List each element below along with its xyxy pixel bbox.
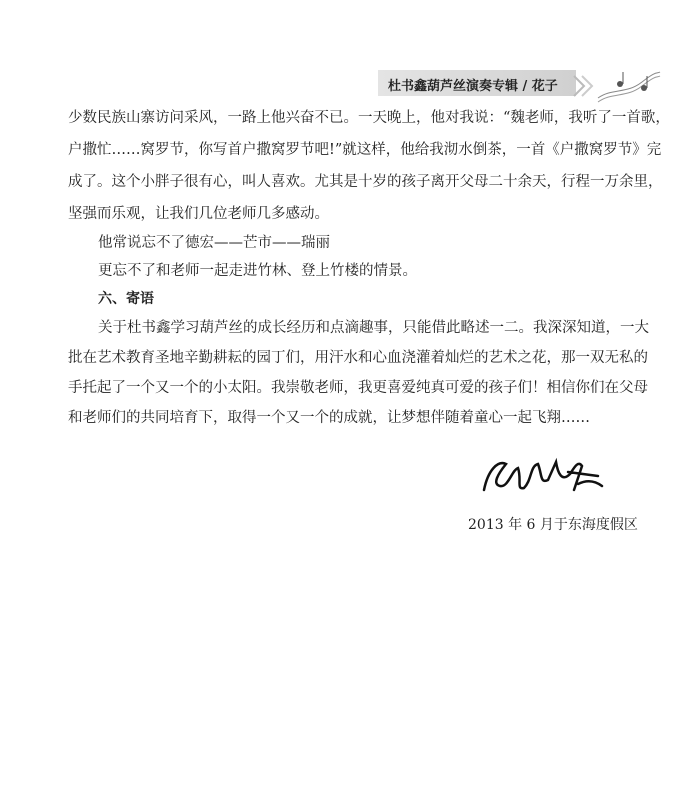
body-line: 成了。这个小胖子很有心，叫人喜欢。尤其是十岁的孩子离开父母二十余天，行程一万余里， — [68, 174, 663, 190]
music-notes-icon — [572, 68, 662, 104]
running-header — [378, 70, 576, 96]
body-line: 和老师们的共同培育下，取得一个又一个的成就，让梦想伴随着童心一起飞翔…… — [68, 410, 590, 426]
handwritten-signature — [478, 450, 608, 500]
body-line: 更忘不了和老师一起走进竹林、登上竹楼的情景。 — [98, 263, 417, 279]
date-line: 2013 年 6 月于东海度假区 — [468, 517, 638, 533]
body-line: 他常说忘不了德宏——芒市——瑞丽 — [98, 235, 330, 251]
body-line: 坚强而乐观，让我们几位老师几多感动。 — [68, 206, 329, 222]
body-line: 少数民族山寨访问采风，一路上他兴奋不已。一天晚上，他对我说：“魏老师，我听了一首歌， — [68, 110, 670, 126]
body-line: 户撒忙……窝罗节，你写首户撒窝罗节吧!”就这样，他给我沏水倒茶，一首《户撒窝罗节》完 — [68, 142, 662, 158]
body-line: 批在艺术教育圣地辛勤耕耘的园丁们，用汗水和心血浇灌着灿烂的艺术之花，那一双无私的 — [68, 350, 648, 366]
body-line: 关于杜书鑫学习葫芦丝的成长经历和点滴趣事，只能借此略述一二。我深深知道，一大 — [98, 320, 649, 336]
section-heading: 六、寄语 — [98, 291, 154, 307]
body-line: 手托起了一个又一个的小太阳。我崇敬老师，我更喜爱纯真可爱的孩子们！相信你们在父母 — [68, 380, 648, 396]
header-title: 杜书鑫葫芦丝演奏专辑 / 花子 — [388, 79, 558, 94]
